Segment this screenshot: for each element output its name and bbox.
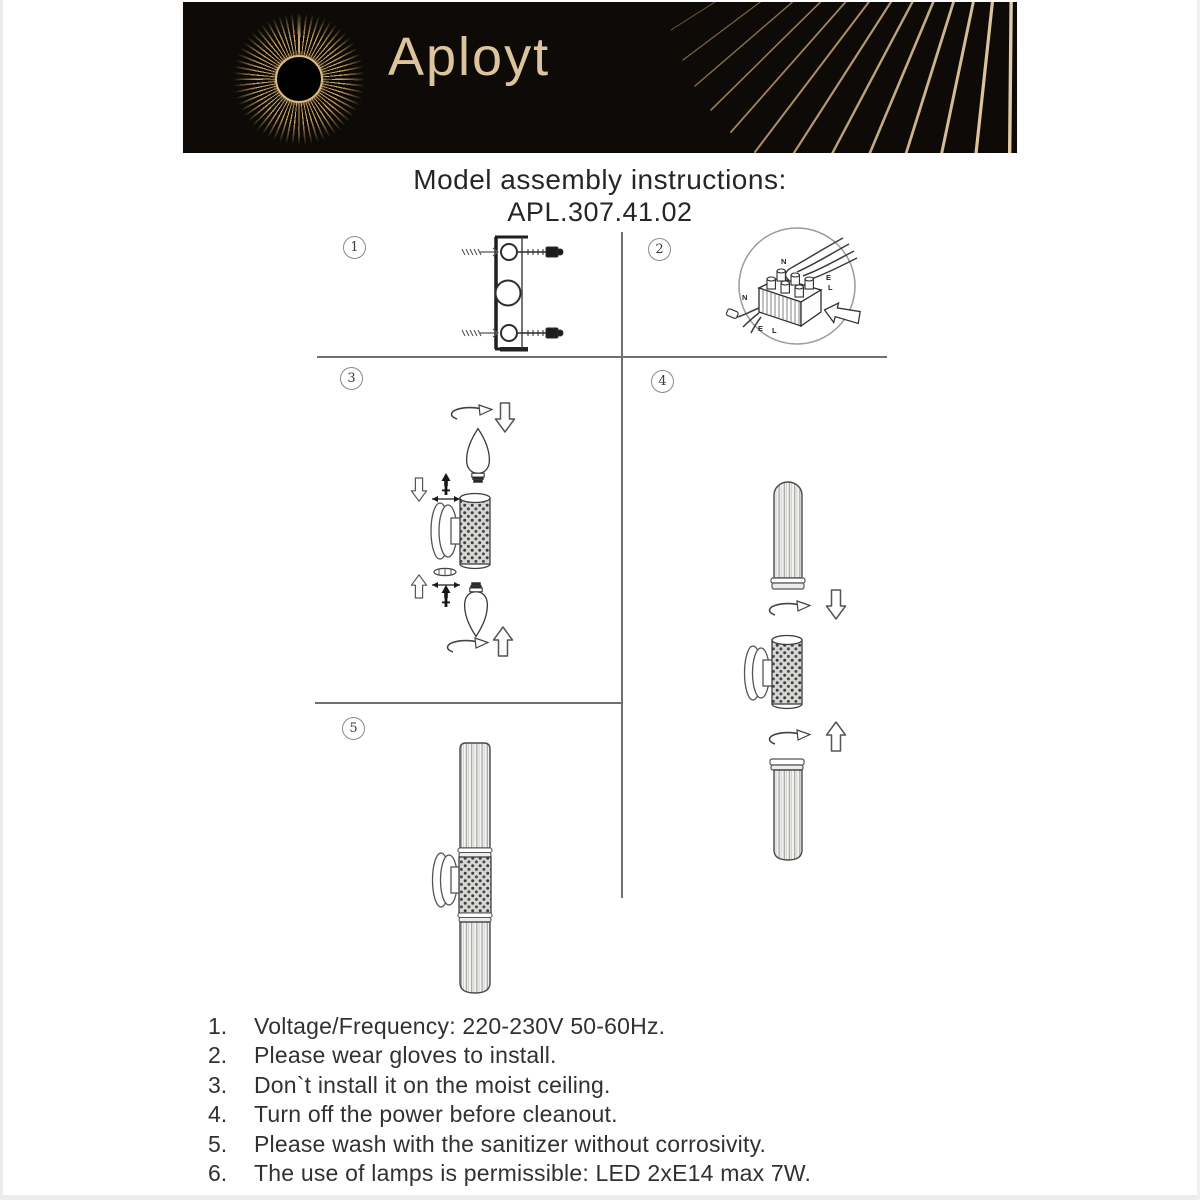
list-item-text: Turn off the power before cleanout. [254,1101,618,1128]
small-down-arrow-icon [411,478,426,501]
svg-text:N: N [781,257,787,266]
diagram-step4-tubes [715,478,865,873]
svg-text:E: E [826,273,832,282]
vertical-divider [621,232,623,898]
textured-center [459,857,491,913]
rotate-arrow-bottom-icon [448,638,488,652]
ribbed-tube-top [458,743,492,857]
page-title: Model assembly instructions: [413,164,787,195]
ribbed-tube-bottom [458,913,492,993]
step-1-number [343,236,366,259]
candle-bulb-icon [467,429,490,483]
anchor-top [462,248,498,256]
top-finial [432,473,460,502]
ribbed-tube-top [771,482,805,589]
up-arrow-icon [494,627,513,656]
brand-name: Aployt [388,27,551,87]
brand-banner [183,2,1017,153]
step-4-digit: 4 [658,374,667,389]
rotate-arrow-bottom-icon [770,730,810,744]
step-3-number [340,367,363,390]
down-arrow-icon [827,590,846,619]
step-3-digit: 3 [347,371,356,386]
diagram-step2-wiring [725,224,875,349]
direction-arrow-icon [822,300,862,328]
step-2-number [648,238,671,261]
list-item-number: 4. [208,1101,228,1128]
step-5-digit: 5 [349,721,358,736]
list-item [208,1071,811,1100]
wall-mount-disc [431,503,463,559]
diagram-step1-bracket [440,222,610,362]
step-5-number [342,717,365,740]
step-4-number [651,370,674,393]
rotate-arrow-icon [452,405,492,419]
list-item-text: The use of lamps is permissible: LED 2xE14 max 7W. [254,1160,812,1187]
list-item-text: Please wash with the sanitizer without corrosivity. [254,1130,767,1157]
ribbed-tube-bottom [770,759,804,860]
step-2-digit: 2 [655,242,664,257]
step-1-digit: 1 [350,240,359,255]
list-item-number: 1. [208,1013,228,1039]
list-item-number: 3. [208,1071,228,1098]
list-item-text: Voltage/Frequency: 220-230V 50-60Hz. [254,1013,666,1039]
anchor-bottom [462,329,498,337]
diagram-step3-exploded [395,398,565,673]
wall-bracket [495,237,528,352]
list-item [208,1159,811,1188]
rays-decoration-icon [183,2,1017,153]
diagram-step5-assembled [418,736,563,1001]
screw-bottom [518,328,563,338]
textured-shade [460,494,490,569]
svg-text:L: L [828,283,833,292]
instruction-list [208,1012,811,1188]
list-item-number: 6. [208,1160,228,1187]
list-item-number: 2. [208,1042,228,1069]
textured-shade [772,636,802,709]
list-item-text: Don`t install it on the moist ceiling. [254,1071,611,1098]
candle-bulb-down-icon [465,582,488,636]
down-arrow-icon [496,403,515,432]
screw-top [518,247,563,257]
list-item [208,1041,811,1070]
list-item [208,1100,811,1129]
model-number: APL.307.41.02 [507,197,693,227]
spoke-disc [434,568,456,575]
list-item [208,1130,811,1159]
svg-text:L: L [772,326,777,335]
svg-text:N: N [742,293,748,302]
small-up-arrow-icon [411,575,426,598]
svg-text:E: E [758,324,764,333]
list-item [208,1012,811,1041]
wall-mount-disc [745,646,775,700]
outgoing-wires [726,308,764,333]
list-item-number: 5. [208,1130,228,1157]
horizontal-divider-2 [315,702,623,704]
bottom-finial [432,582,460,607]
wall-mount-disc [433,853,463,907]
rotate-arrow-icon [770,601,810,615]
list-item-text: Please wear gloves to install. [254,1042,557,1069]
up-arrow-icon [827,722,846,751]
